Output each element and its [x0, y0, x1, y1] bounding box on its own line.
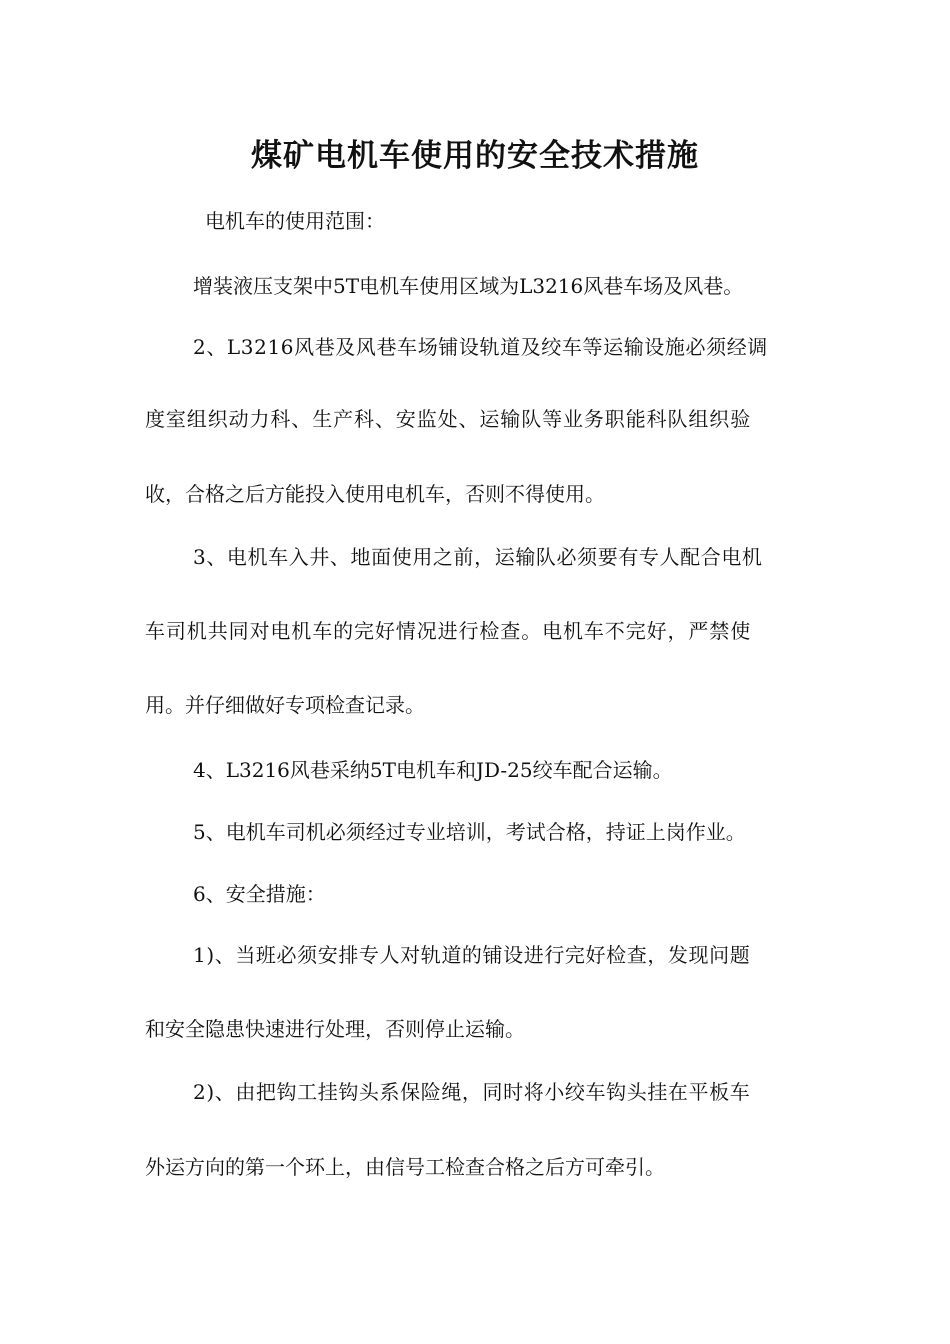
- sub-item-1-line-2: 和安全隐患快速进行处理，否则停止运输。: [145, 1017, 525, 1041]
- usage-scope-text: 增装液压支架中5T电机车使用区域为L3216风巷车场及风巷。: [193, 274, 744, 298]
- document-title: 煤矿电机车使用的安全技术措施: [251, 138, 699, 174]
- item-3-line-1: 3、电机车入井、地面使用之前，运输队必须要有专人配合电机: [193, 545, 763, 569]
- sub-item-1-line-1: 1)、当班必须安排专人对轨道的铺设进行完好检查，发现问题: [193, 943, 751, 967]
- sub-item-2-line-1: 2)、由把钩工挂钩头系保险绳，同时将小绞车钩头挂在平板车: [193, 1080, 751, 1104]
- usage-scope-heading: 电机车的使用范围：: [205, 209, 385, 233]
- item-2-line-2: 度室组织动力科、生产科、安监处、运输队等业务职能科队组织验: [145, 407, 752, 431]
- item-6-heading: 6、安全措施：: [193, 882, 326, 906]
- sub-item-2-line-2: 外运方向的第一个环上，由信号工检查合格之后方可牵引。: [145, 1155, 665, 1179]
- item-2-line-1: 2、L3216风巷及风巷车场铺设轨道及绞车等运输设施必须经调: [193, 335, 768, 359]
- item-4: 4、L3216风巷采纳5T电机车和JD-25绞车配合运输。: [193, 758, 673, 782]
- item-5: 5、电机车司机必须经过专业培训，考试合格，持证上岗作业。: [193, 820, 746, 844]
- item-3-line-2: 车司机共同对电机车的完好情况进行检查。电机车不完好，严禁使: [145, 619, 752, 643]
- item-3-line-3: 用。并仔细做好专项检查记录。: [145, 693, 425, 717]
- item-2-line-3: 收，合格之后方能投入使用电机车，否则不得使用。: [145, 482, 605, 506]
